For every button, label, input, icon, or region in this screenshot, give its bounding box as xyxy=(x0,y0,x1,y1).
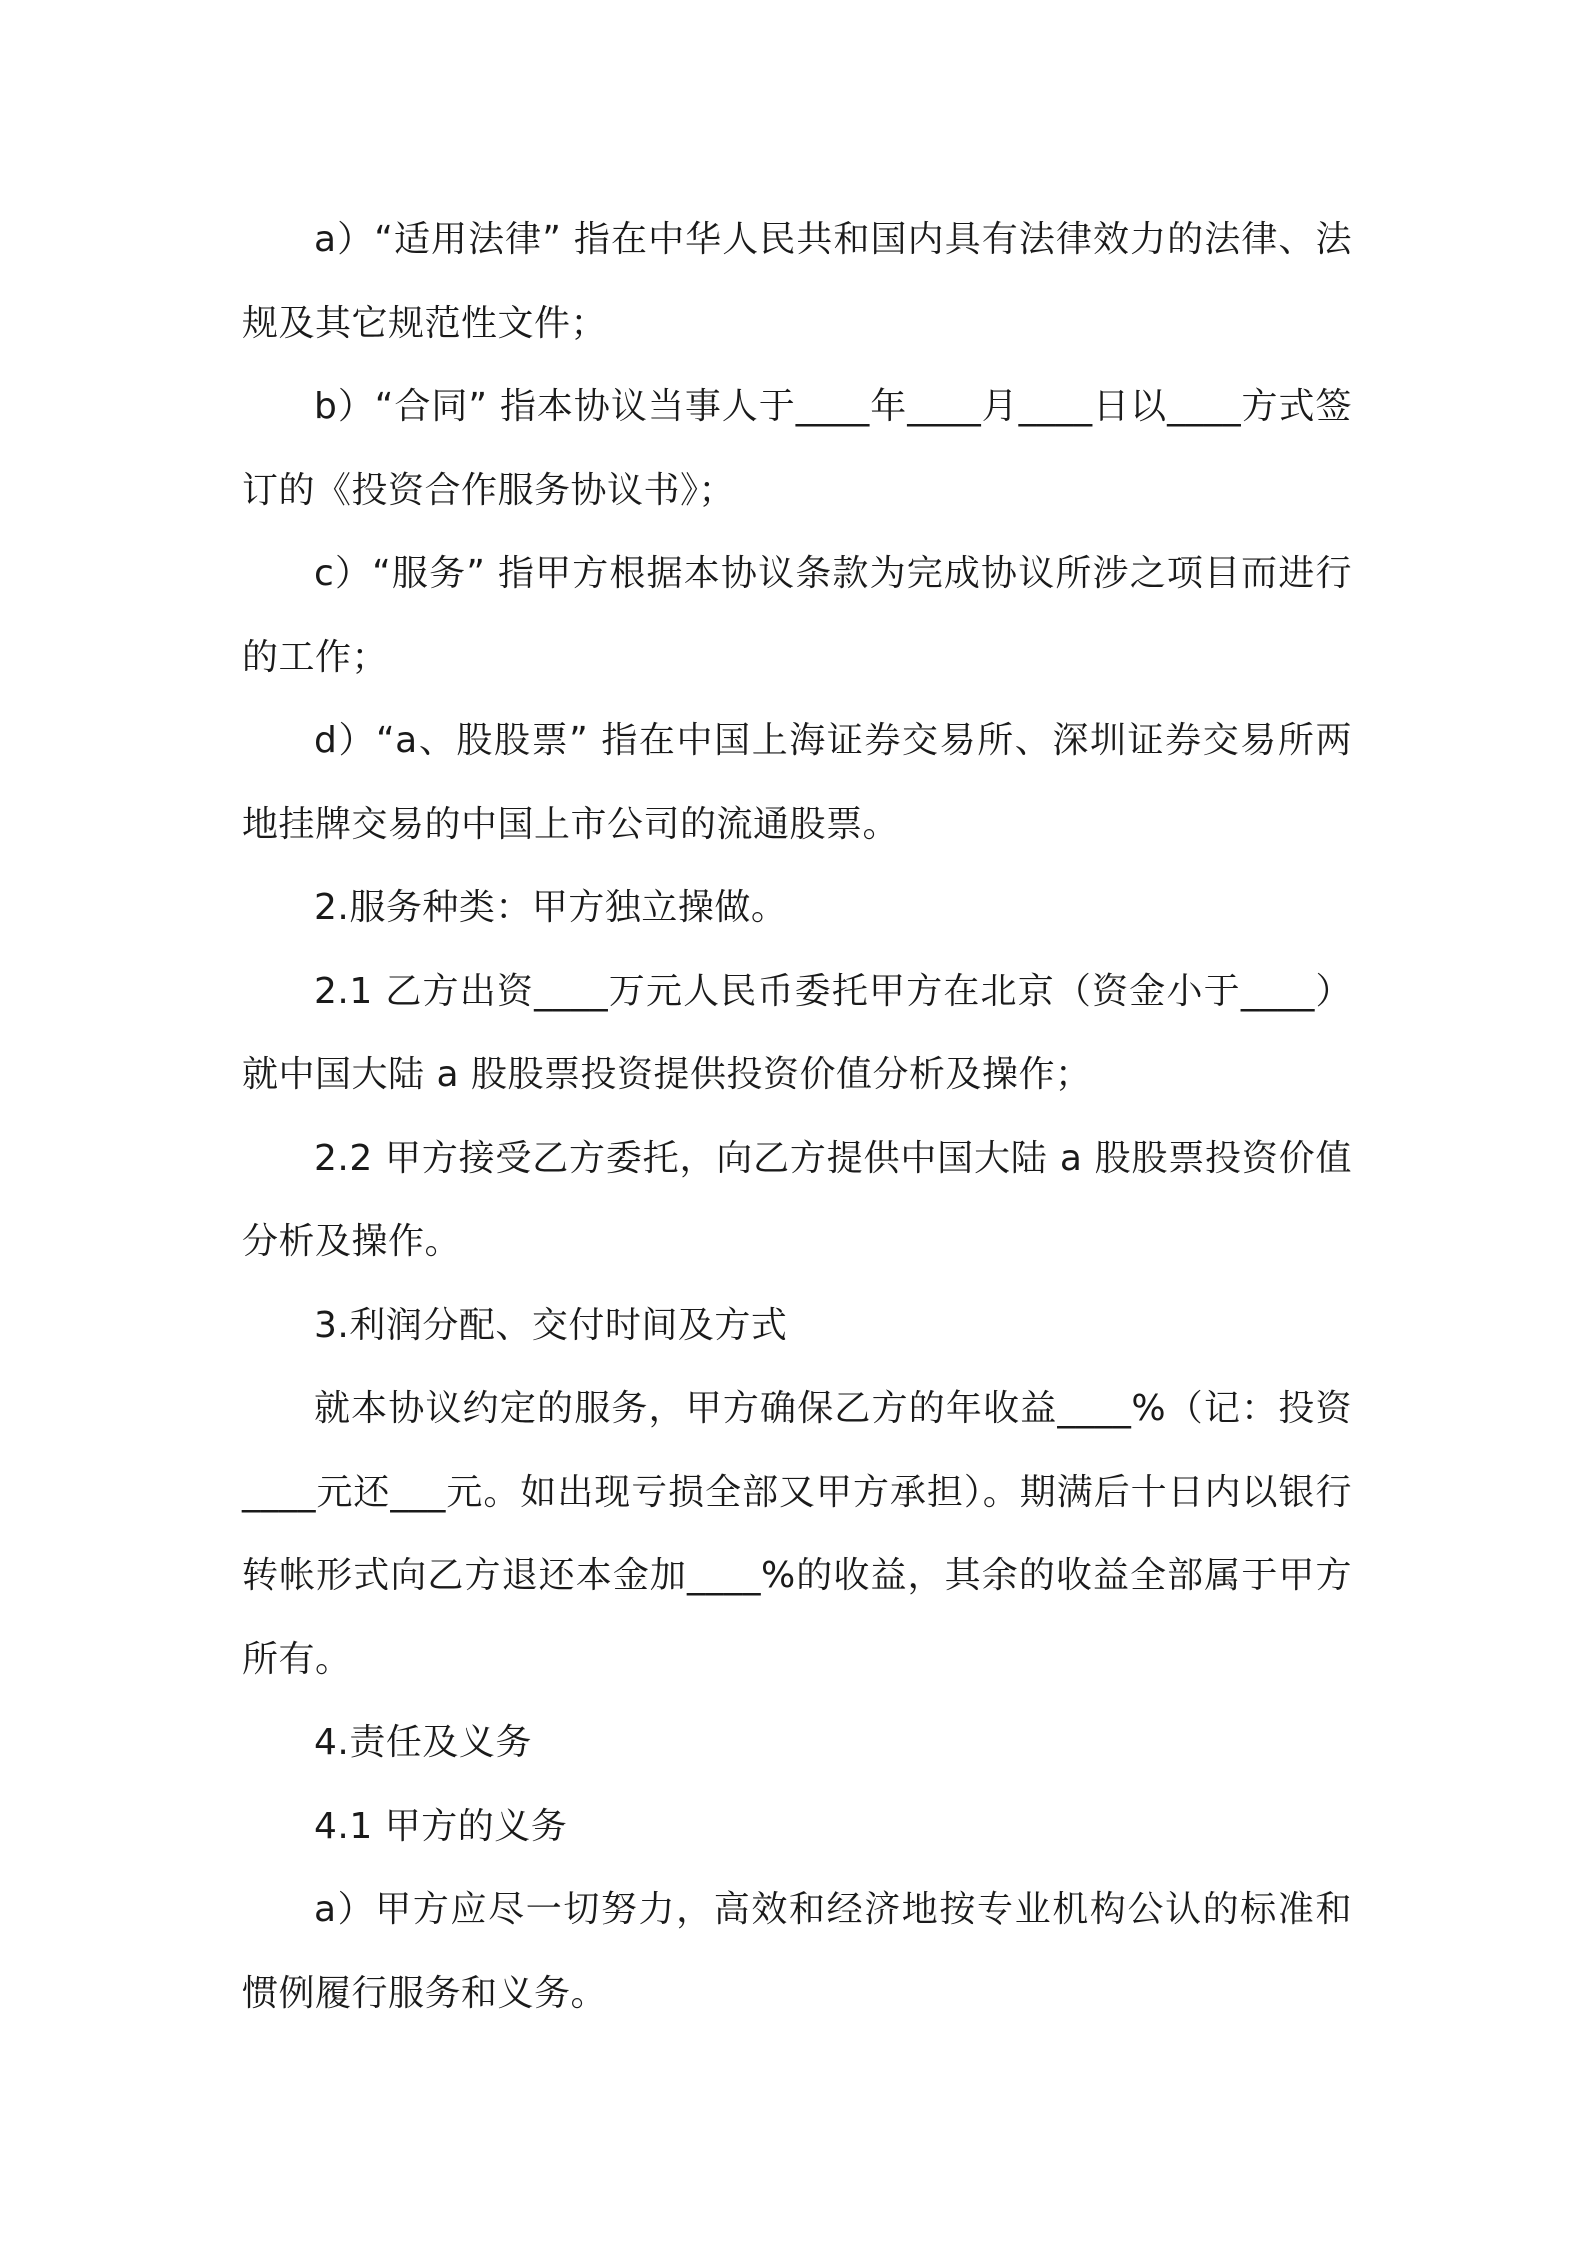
definition-contract: b）“合同” 指本协议当事人于____年____月____日以____方式签订的《投资合作服务协议书》； xyxy=(242,386,1352,511)
section-2-heading: 2.服务种类：甲方独立操做。 xyxy=(314,887,788,928)
definition-applicable-law: a）“适用法律” 指在中华人民共和国内具有法律效力的法律、法规及其它规范性文件； xyxy=(242,219,1352,344)
clause-2-2: 2.2 甲方接受乙方委托，向乙方提供中国大陆 a 股股票投资价值分析及操作。 xyxy=(242,1137,1352,1262)
clause-4-1-a: a）甲方应尽一切努力，高效和经济地按专业机构公认的标准和惯例履行服务和义务。 xyxy=(242,1889,1352,2014)
clause-3-body: 就本协议约定的服务，甲方确保乙方的年收益____%（记：投资____元还___元。如出现亏损全部又甲方承担）。期满后十日内以银行转帐形式向乙方退还本金加____%的收益，其余的收益全部属于甲方所有。 xyxy=(242,1388,1352,1680)
definition-service: c）“服务” 指甲方根据本协议条款为完成协议所涉之项目而进行的工作； xyxy=(242,553,1352,678)
definition-a-shares: d）“a、股股票” 指在中国上海证券交易所、深圳证券交易所两地挂牌交易的中国上市公司的流通股票。 xyxy=(242,720,1352,845)
section-3-heading: 3.利润分配、交付时间及方式 xyxy=(314,1304,788,1346)
document-body xyxy=(242,198,1352,2035)
clause-2-1: 2.1 乙方出资____万元人民币委托甲方在北京（资金小于____）就中国大陆 a 股股票投资提供投资价值分析及操作； xyxy=(242,970,1352,1095)
section-4-heading: 4.责任及义务 xyxy=(314,1722,532,1763)
clause-4-1-heading: 4.1 甲方的义务 xyxy=(314,1805,568,1847)
